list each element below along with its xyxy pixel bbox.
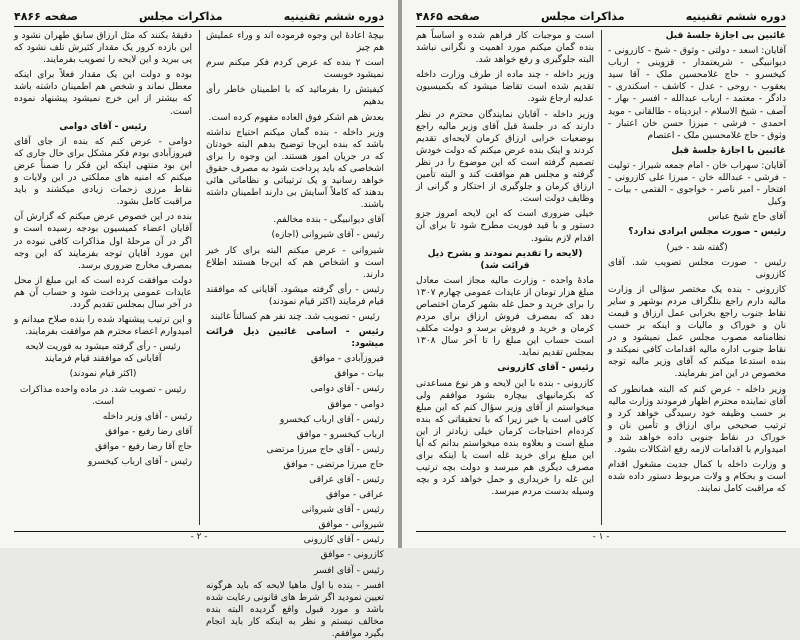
paragraph: افسر - بنده با اول ماهیا لایحه که باید هرگونه تعیین نمودید اگر شرط های قانونی رعایت شده باشد و مورد قبول واقع گردیده البته بنده مخالف نیستم و نظر به اینکه کار باید انجام بگیرد موافقم. bbox=[206, 580, 384, 640]
paragraph: آقای دیوانبیگی - بنده مخالفم. bbox=[273, 215, 384, 226]
paragraph: رئیس - صورت مجلس ابرادی ندارد؟ bbox=[628, 227, 786, 238]
paragraph: و وزارت داخله با کمال جدیت مشغول اقدام است و بحکام و ولات مربوط دستور داده شده که مراقبت کامل نمایند. bbox=[608, 460, 786, 495]
paragraph: فیروزآبادی - موافق bbox=[311, 354, 384, 365]
paragraph: رئیس - آقای ارباب کیخسرو bbox=[279, 414, 384, 425]
paragraph: و این ترتیب پیشنهاد شده را بنده صلاح میدانم و امیدوارم اعضاء محترم هم موافقت بفرمایند. bbox=[14, 315, 192, 338]
paragraph: حاج میرزا مرتضی - موافق bbox=[283, 459, 384, 470]
paragraph: آقای رضا رفیع - موافق bbox=[105, 426, 192, 437]
paragraph: بیات - موافق bbox=[334, 369, 384, 380]
text-column-left bbox=[416, 30, 594, 525]
paragraph: رئیس - رأی گرفته میشود به فوریت لایحه آقایانی که موافقند قیام فرمایند bbox=[25, 342, 181, 365]
paragraph: آقایان: اسعد - دولتی - وثوق - شیخ - کازرونی - دیوانبیگی - شریعتمدار - قزوینی - ارباب کیخسرو - حاج غلامحسین ملک - آقا سید یعقوب - روحی - عدل - کاشف - اسکندری - دادگر - معتمد - ارباب عبدالله - افسر - بهار - آصف - شیخ الاسلام - ایزدپناه - طالقانی - موید احمدی - فرشی - میرزا حسن خان اعتبار - وثوق - حاج غلامحسین ملک - اعتصام bbox=[608, 46, 786, 141]
paragraph: است و موجبات کار فراهم شده و اساساً هم بنده گمان میکنم مورد اهمیت و نگرانی نباشد البته جلوگیری و رفع خواهد شد. bbox=[416, 31, 594, 66]
paragraph: بیچهٔ اعادهٔ این وجوه فرموده اند و وراء عملیش هم چیز bbox=[206, 31, 384, 54]
paragraph: رئیس - آقای دوامی bbox=[59, 121, 147, 132]
paragraph: دوامی - موافق bbox=[327, 399, 384, 410]
paragraph: رئیس - آقای کازرونی bbox=[497, 363, 594, 374]
paragraph: بوده و دولت این یک مقدار فعلاً برای اینکه معطل نماند و شخص هم اطمینان داشته باشد که بیشتر از این خرج نمیشود پیشنهاد نموده است. bbox=[14, 70, 192, 117]
paragraph: دوامی - عرض کنم که بنده از جای آقای فیروزآبادی بودم فکر مشکل برای حال جاری که این بود منتهی اینکه این فکر را ضمناً عرض میکنم که امنیه های مملکتی در این ولایات و نقاط مرزی زحمات زیادی میکشند و باید مراقبت کامل بشود. bbox=[14, 136, 192, 208]
paragraph: عراقی - موافق bbox=[326, 490, 384, 501]
paragraph: رئیس - آقای شیروانی bbox=[301, 505, 384, 516]
paragraph: وزیر داخله - بنده گمان میکنم احتیاج نداشته باشد که بنده این‌جا توضیح بدهم البته خودتان که در جریان امور هستند. این وجوه را برای اشخاصی که باید پرداخت شود به مصرف حقوق خواهد رسانید و یک ترتیباتی و نظاماتی هائی بدهند که کاملاً آسایش بی دارند اطمینان داشته باشند. bbox=[206, 127, 384, 211]
paragraph: مادهٔ واحده - وزارت مالیه مجاز است معادل مبلغ هزار تومان از عایدات عمومی چهارم ۱۳۰۷ را برای خرید و حمل غله بشهر کرمان اختصاص دهد که بمصرف فروش ارزاق برای مردم کرمان و خرید و فروش برسد و دولت مکلف است حساب این مبلغ را تا آخر سال ۱۳۰۸ بمجلس تقدیم نماید. bbox=[416, 275, 594, 359]
paragraph: آقای حاج شیخ عباس bbox=[708, 212, 786, 223]
paragraph: رئیس - آقای کازرونی bbox=[303, 535, 384, 546]
paragraph: کیفیتش را بفرمائید که با اطمینان خاطر رأی بدهیم bbox=[206, 85, 384, 108]
paragraph: رئیس - رأی گرفته میشود. آقایانی که موافقند قیام فرمایند (اکثر قیام نمودند) bbox=[206, 284, 384, 307]
paragraph: وزیر داخله - آقایان نمایندگان محترم در نظر دارند که در جلسهٔ قبل آقای وزیر مالیه راجع بوضعیات خرابی ارزاق کرمان لایحه‌ای تقدیم کردند و اینک بنده عرض میکنم که دولت خودش تصمیم گرفته است که این موضوع را در نظر گرفته و مجلس هم موافقت کند و البته تأمین ارزاق کرمان و جلوگیری از احتکار و گرانی از وظایف دولت است. bbox=[416, 109, 594, 205]
page-footer: - ۲ - bbox=[14, 531, 384, 544]
paragraph: حاج آقا رضا رفیع - موافق bbox=[95, 441, 192, 452]
paragraph: (اکثر قیام نمودند) bbox=[69, 369, 137, 380]
paragraph: رئیس - آقای ارباب کیخسرو bbox=[87, 457, 192, 467]
paragraph: رئیس - تصویب شد. در ماده واحده مذاکرات است. bbox=[19, 384, 187, 407]
paragraph: رئیس - آقای وزیر داخله bbox=[102, 411, 192, 422]
text-column-left bbox=[14, 30, 192, 525]
paragraph: رئیس - تصویب شد. چند نفر هم کسالتاً غائبند bbox=[210, 311, 380, 322]
paragraph: شیروانی - عرض میکنم البته برای کار خیر است و اشخاص هم که این‌جا هستند اطلاع دارند. bbox=[206, 245, 384, 280]
journal-name: دوره ششم تقنینیه bbox=[685, 9, 786, 23]
paragraph: رئیس - آقای دوامی bbox=[310, 384, 384, 395]
paragraph: رئیس - آقای حاج میرزا مرتضی bbox=[266, 444, 384, 455]
paragraph: رئیس - آقای عراقی bbox=[309, 475, 384, 485]
paragraph: رئیس - آقای افسر bbox=[314, 565, 384, 576]
journal-name: دوره ششم تقنینیه bbox=[283, 9, 384, 23]
paragraph: دقیقهٔ بکنند که مثل ارزاق سابق طهران نشود و این بازده کرور یک مقدار کثیرش تلف نشود که پی ببرید و این لایحه را تصویب بفرمایند. bbox=[14, 31, 192, 66]
column-divider bbox=[601, 30, 602, 525]
paragraph: رئیس - صورت مجلس تصویب شد. آقای کازرونی bbox=[608, 257, 786, 280]
paragraph: بنده در این خصوص عرض میکنم که گزارش آن آقایان اعضاء کمیسیون بودجه رسیده است و اگر در آن مرحلهٔ اول مذاکرات کافی نبوده در این مورد آقایان توجه بفرمایند که این وجه بمصرف مخارج ضروری برسد. bbox=[14, 212, 192, 271]
paragraph: بعدش هم اشکر فوق العاده مفهوم کرده است. bbox=[208, 112, 384, 123]
paragraph: دولت موافقت کرده است که این مبلغ از محل عایدات عمومی پرداخت شود و حساب آن هم در آخر سال بمجلس تقدیم گردد. bbox=[14, 275, 192, 310]
page-number-label: صفحه ۴۸۶۶ bbox=[14, 9, 78, 23]
right-page bbox=[402, 0, 800, 548]
paragraph: غائبین بی اجازهٔ جلسهٔ قبل bbox=[665, 31, 786, 41]
text-column-right bbox=[608, 30, 786, 525]
paragraph: وزیر داخله - چند ماده از طرف وزارت داخله تقدیم شده است تقاضا میشود که بکمیسیون عدلیه ارجاع شود. bbox=[416, 70, 594, 105]
text-column-right bbox=[206, 30, 384, 640]
column-divider bbox=[199, 30, 200, 525]
page-header bbox=[416, 6, 786, 27]
paragraph: (لایحه را تقدیم نمودند و بشرح ذیل قرائت شد) bbox=[427, 248, 583, 271]
paragraph: (گفته شد - خیر) bbox=[666, 242, 728, 253]
paragraph: خیلی ضروری است که این لایحه امروز جزو دستور و با قید فوریت مطرح شود تا برای آن اقدام لازم بشود. bbox=[416, 209, 594, 244]
paragraph: آقایان: سهراب خان - امام جمعه شیراز - تولیت - فرشی - عبدالله خان - میرزا علی کازرونی - افتخار - امیر ناصر - خواجوی - الفتمی - بیات - وکیل bbox=[608, 160, 786, 208]
page-number-label: صفحه ۴۸۶۵ bbox=[416, 9, 480, 23]
paragraph: رئیس - اسامی غائبین ذیل قرائت میشود: bbox=[206, 327, 384, 350]
left-page bbox=[0, 0, 398, 640]
paragraph: غائبین با اجازهٔ جلسهٔ قبل bbox=[671, 145, 786, 156]
page-header bbox=[14, 6, 384, 27]
paragraph: وزیر داخله - عرض کنم که البته همانطور که آقای نماینده محترم اظهار فرمودند وزارت مالیه بر حسب وظیفه خود رسیدگی خواهد کرد و ترتیب صحیحی برای ارزاق و تأمین نان و خوراک در نقاط جنوبی داده خواهد شد و امیدوارم با اقدامات لازمه رفع اشکالات بشود. bbox=[608, 384, 786, 455]
paragraph: ارباب کیخسرو - موافق bbox=[296, 429, 384, 440]
paragraph: رئیس - آقای شیروانی (اجازه) bbox=[271, 230, 384, 241]
paragraph: کازرونی - بنده با این لایحه و هر نوع مساعدتی که بکرمانیهای بیچاره بشود موافقم ولی میخواستم از آقای وزیر سؤال کنم که این مبلغ کافی است یا خیر زیرا که با تحقیقاتی که بنده کرده‌ام احتیاجات کرمان خیلی زیادتر از این مبلغ است و بعلاوه بنده میخواستم بدانم که آیا این مبلغ برای خرید غله است یا اینکه برای مصرف دیگری هم میرسد و دولت بچه ترتیب این غله را خریداری و حمل خواهد کرد و بچه وسیله بدست مردم میرسد. bbox=[416, 378, 594, 498]
header-title: مذاکرات مجلس bbox=[138, 9, 223, 23]
paragraph: کازرونی - بنده یک مختصر سؤالی از وزارت مالیه دارم راجع بتلگراف مردم بوشهر و سایر نقاط جنوب راجع بخرابی عمل ارزاق و قیمت نان و خوراک و مالیات و اینکه بر حسب نظامنامه مصوب مجلس عمل نمیشود و در نقاط جنوب اداره مالیه اقدامات کافی نمیکند و بنده استدعا میکنم که آقای وزیر مالیه توجه مخصوص در این امر بفرمایند. bbox=[608, 284, 786, 380]
paragraph: کازرونی - موافق bbox=[320, 550, 384, 561]
header-title: مذاکرات مجلس bbox=[540, 9, 625, 23]
paragraph: شیروانی - موافق bbox=[318, 520, 384, 531]
paragraph: است ۲ بنده که عرض کردم فکر میکنم سرم نمیشود خوبست bbox=[206, 58, 384, 81]
page-footer: - ۱ - bbox=[416, 531, 786, 544]
